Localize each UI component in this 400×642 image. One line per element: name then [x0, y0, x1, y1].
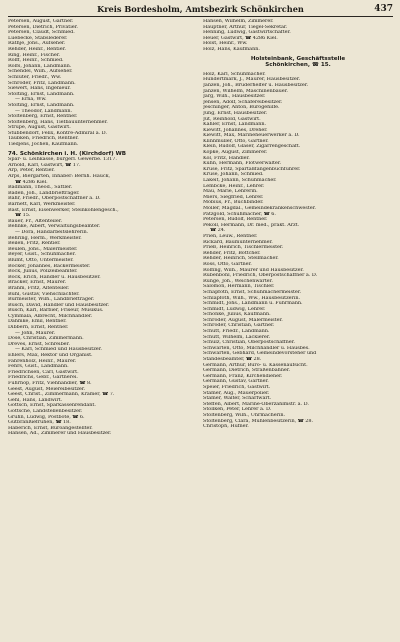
directory-entry: Rehder, Heinr., Rentier. — [8, 46, 66, 52]
directory-entry: — Karl, Schmied und Hausbesitzer. — [15, 347, 102, 353]
directory-entry: Kiewitt, Johannes, Dreher. — [203, 127, 268, 133]
directory-entry: Runge, Joh., Weichenwärter. — [203, 278, 273, 284]
directory-entry: Luebecke, Stabslederer. — [8, 35, 68, 41]
directory-entry: Barnett, Karl, Werkmeister. — [8, 202, 76, 207]
directory-entry: Kuhn, Hermann, Flotwerwalter. — [203, 161, 282, 167]
directory-entry: Rickard, Baumunternehmer. — [203, 239, 273, 245]
directory-entry: Behnke, Albert, Verwaltungsbeamter. — [8, 224, 101, 230]
directory-entry: Salomon, Hermann, Tischler. — [203, 284, 275, 290]
directory-entry: Beyer, Gust., Schuhmacher. — [8, 252, 76, 258]
directory-entry: Badmann, Theod., Sattler. — [8, 185, 73, 191]
directory-entry: Hundertmark, J., Maurer, Hausbesitzer. — [203, 77, 301, 83]
directory-entry: Rolff, Heinr., Schmied. — [8, 58, 64, 64]
directory-entry: Lembcke, Heinr., Lehrer. — [203, 183, 265, 189]
directory-entry: ☎ 4286 Kiel. — [15, 179, 48, 185]
directory-entry: Schmidt, Johs., Landmann u. Fuhrmann. — [203, 301, 303, 307]
directory-entry: Fehrs, Gust., Landmann. — [8, 364, 69, 370]
directory-entry: Stamer, Aug., Mauerpolier. — [203, 390, 270, 396]
directory-entry: Rehder, Heinrich, Stellmacher. — [203, 256, 279, 262]
left-column — [8, 19, 198, 437]
directory-entry: Prien, Leuw., Rentner. — [203, 233, 258, 239]
directory-entry: Schönke, Julius, Kaufmann. — [203, 312, 271, 318]
directory-entry: Schmidt, Ludwig, Lehrer. — [203, 306, 266, 312]
directory-entry: Holst, Heinr., Ww. — [203, 41, 248, 47]
directory-entry: Pekoll, Hermann, Dr. med., prakt. Arzt. — [203, 222, 300, 228]
directory-entry: Strupe, August, Gastwirt. — [8, 125, 71, 131]
directory-entry: Germann, Franz, Kirchendiener. — [203, 373, 283, 379]
directory-entry: Bähr, Friedr., Oberpostschaffner a. D. — [8, 196, 101, 202]
directory-entry: Stöllken, Peter, Lehrer a. D. — [203, 407, 272, 413]
directory-entry: Petersen, August, Gärtner. — [8, 19, 74, 24]
directory-entry: Bracker, Ernst, Maurer. — [8, 280, 67, 286]
directory-entry: Beilen, Fritz, Rentier. — [8, 241, 61, 247]
directory-entry: Göttsche, Landstellenbesitzer. — [8, 408, 83, 414]
directory-entry: Hansen, Ad., Zimmerer und Hausbesitzer. — [8, 431, 112, 437]
directory-entry: Fuhrhop, Fritz, Viehhändler, ☎ 8. — [8, 381, 92, 386]
directory-entry: Jarg, Wilh., Hausbesitzer. — [203, 94, 266, 100]
directory-entry: Möller, Magdal., Gemeindekrankenschwester. — [203, 206, 316, 211]
directory-entry: Schlapfoth, Wilh., Ww., Hausbesitzerin. — [203, 295, 300, 301]
directory-entry: Petersen, Claudt, Schmied. — [8, 30, 75, 36]
right-section-subheading: Schönkirchen, ☎ 15. — [265, 62, 331, 69]
directory-entry: Jung, Ernst, Hausbesitzer. — [203, 110, 268, 116]
directory-entry: Bühl, Gustav, Viehschlächter. — [8, 291, 80, 297]
right-column — [203, 19, 393, 437]
directory-entry: Burmeister, Wilh., Landbriefträger. — [8, 297, 95, 303]
directory-entry: Schütt, Wilhelm, Lackierer. — [203, 334, 271, 340]
directory-entry: Stamer, Walter, Scharfwart. — [203, 396, 272, 402]
right-section-heading: Holsteinbank, Geschäftsstelle — [250, 55, 346, 62]
directory-entry: Kol, Fritz, Händler. — [203, 155, 250, 161]
directory-entry: Schapfoth, Ernst, Schuhmachermeister. — [203, 289, 302, 295]
directory-entry: Spar- u. Leihkasse, bürgerl. Gewerbe. 1317. — [8, 157, 117, 163]
directory-entry: Mau, Marie, Lehrerin. — [203, 189, 258, 195]
directory-entry: Geest, Christ., Zimmermann, Krämer, ☎ 7. — [8, 392, 115, 398]
directory-entry: Taubken, Friedrich, Rentner. — [8, 136, 79, 142]
left-entries-b — [8, 157, 198, 437]
directory-entry: Speier, Friedrich, Gastwirt. — [203, 385, 271, 390]
directory-entry: — John, Maurer. — [15, 330, 56, 336]
directory-entry: — Erna, Ww. — [15, 97, 47, 103]
directory-entry: Klinnmüller, Otto, Gärtner. — [203, 138, 269, 144]
directory-entry: Petersen, Rudolf, Rentner. — [203, 217, 268, 223]
directory-entry: Bauer, Fr., Altenteiler. — [8, 218, 62, 224]
directory-entry: Tiedjens, Jochen, Kaufmann. — [8, 142, 79, 148]
directory-entry: Busch, David, Händler und Hausbesitzer. — [8, 302, 110, 308]
directory-entry: Böcker, Johannes, Bäckermeister. — [8, 263, 91, 269]
left-entries-a — [8, 19, 198, 148]
directory-entry: Blumt, Otto, Untermeister. — [8, 257, 74, 263]
directory-entry: Schröder, August, Malermeister. — [203, 317, 283, 323]
directory-entry: Schendel, Wilh., Aufseher. — [8, 69, 73, 75]
directory-entry: Germann, Gustav, Gärtner. — [203, 379, 269, 385]
directory-entry: Rolfing, Wilh., Maurer und Hausbesitzer. — [203, 267, 304, 273]
directory-entry: Kähler, Ernst, Landmann. — [203, 122, 266, 128]
directory-entry: Dreves, Ernst, Schreiber. — [8, 341, 70, 347]
directory-entry: Siewert, Hans, Ingenieur. — [8, 86, 71, 92]
directory-entry: ☎ 15. — [15, 213, 31, 219]
directory-entry: Holz, Hans, Kaufmann. — [203, 46, 260, 52]
directory-entry: Schütt, Friedr., Landmann. — [203, 329, 270, 335]
directory-entry: Jeschinger, Anton, Bürogehilfe. — [203, 105, 280, 111]
directory-entry: Stölting, Ernst, Landmann. — [8, 91, 75, 97]
page-header — [8, 4, 393, 17]
directory-entry: Haberich, Ernst, Büroangestellter. — [8, 425, 93, 431]
directory-entry: Brahm, Fritz, Altenteiler. — [8, 285, 70, 291]
directory-entry: Beulen, Johs., Malermeister. — [8, 246, 78, 252]
directory-entry: Schwarten, Gebhard, Gemeindevorsteher und — [203, 351, 317, 357]
directory-entry: Behring, Herm., Werkmeister. — [8, 235, 82, 241]
directory-entry: — Dora, Handarbeitslehrerin. — [15, 229, 89, 235]
directory-entry: Prieß, Heinrich, Tischlermeister. — [203, 245, 284, 251]
directory-entry: Dibbern, Ernst, Rentner. — [8, 325, 69, 331]
directory-entry: Stoltenberg, Ernst, Rentner. — [8, 114, 78, 120]
directory-entry: Patzgold, Schuhmacher, ☎ 6. — [203, 211, 276, 217]
directory-entry: Möbius, Fr., Buchbinder. — [203, 200, 264, 206]
directory-entry: Miers, Siegfried, Lehrer. — [203, 194, 264, 200]
directory-entry: Gehl, Hans, Landwirt. — [8, 397, 63, 403]
directory-entry: Dahmke, Emil, Rentner. — [8, 319, 67, 325]
directory-entry: Henning, Ludwig, Gastwirtschafter. — [203, 30, 291, 36]
directory-entry: Janzen, Wilhelm, Maschinenbauer. — [203, 88, 288, 94]
directory-entry: Stubbendorf, Felix, Kontre-Admiral a. D. — [8, 130, 107, 136]
directory-entry: Bock, Julius, Polizeibeamter. — [8, 269, 78, 275]
directory-entry: Kruse, Fritz, Spartaßfangenbuchführer. — [203, 166, 301, 172]
directory-entry: Schröder, Christian, Gärtner. — [203, 323, 275, 329]
directory-entry: Hauptner, Arthur, Tiegel-Sekretär. — [203, 24, 288, 30]
directory-entry: Klein, Rudolf, Glaser, Zigarrengeschäft. — [203, 144, 301, 150]
directory-entry: Germann, Dietrich, Straßenbahner. — [203, 368, 291, 374]
directory-entry: Gutbranßiefruhen, ☎ 18. — [8, 420, 71, 426]
directory-entry: Janzen, Joh., Brüderhelfer u. Hausbesitzer. — [203, 82, 308, 88]
directory-entry: Petersen, Dietrich, Privatier. — [8, 24, 78, 30]
directory-entry: Standesbeamter, ☎ 28. — [203, 357, 262, 363]
directory-entry: — Theodor, Landmann. — [15, 108, 73, 114]
directory-entry: Steffen, Albert, Marine-Oberzahlmstr. a. D. — [203, 401, 309, 407]
directory-entry: Geest, August, Meiereibesitzer. — [8, 386, 86, 392]
directory-entry: Cymmala, Albrecht, Milchhändler. — [8, 313, 93, 319]
left-section-heading: 74. Schönkirchen i. H. (Kirchdorf) WB — [8, 150, 127, 157]
directory-entry: Rathje, Johs., Aufseher. — [8, 41, 66, 47]
directory-entry: Holz, Karl, Schuhmacher. — [203, 71, 266, 77]
directory-entry: Ring, Heinr., Fischer. — [8, 52, 60, 58]
directory-entry: Rehder, Fritz, Böttcher. — [203, 250, 261, 256]
directory-entry: Stoltenberg, Hans, Tiefbauunternehmer. — [8, 119, 108, 125]
directory-entry: Gruhn, Ludwig, Postbote, ☎ 6. — [8, 414, 85, 420]
directory-entry: Jensen, Adolf, Schäfereibesitzer. — [203, 99, 283, 105]
directory-entry: Friedrichs, Gebr., Gärtnerei. — [8, 375, 78, 381]
page-title: Kreis Bordesholm, Amtsbezirk Schönkirchen — [97, 4, 304, 14]
directory-entry: Christoph, Hufner. — [203, 424, 249, 430]
directory-entry: Kruse, Johann, Schmied. — [203, 172, 264, 178]
directory-entry: Arps, Biergarten, Inhaber: Bernh. Hauck, — [8, 174, 111, 180]
directory-entry: Arnold, Karl, Gastwirt, ☎ 17. — [8, 162, 81, 168]
directory-entry: Köpke, August, Zimmerer. — [203, 150, 268, 156]
directory-entry: Rubenbohl, Friedrich, Oberpostschaffner a. D. — [203, 273, 318, 279]
directory-entry: Kiewitt, Max, Marineheuerwerker a. D. — [203, 133, 300, 139]
directory-entry: Göttsch, Ernst, Sparkassenrendant. — [8, 403, 96, 409]
directory-entry: Baden, Joh., Landbriefträger. — [8, 190, 80, 196]
directory-entry: Bast, Ernst, Eisenwerker, Steinkohlengesch., — [8, 207, 119, 213]
directory-entry: Jüt, Reinhold, Gastwirt. — [203, 116, 261, 122]
directory-entry: Bock, Erich, Händler u. Hausbesitzer. — [8, 274, 101, 280]
directory-entry: Lakeit, Johann, Schuhmacher. — [203, 178, 277, 184]
directory-entry: Busch, Karl, Barbier, Friseur, Musikus. — [8, 308, 104, 314]
directory-entry: Arp, Peter, Rentier. — [8, 168, 55, 174]
directory-entry: Dose, Christian, Zimmermann. — [8, 336, 84, 342]
directory-entry: Ross, Otto, Gärtner. — [203, 261, 252, 267]
directory-entry: Heuer, Gastwirt, ☎ 4286 Kiel. — [203, 35, 278, 41]
directory-entry: Germann, Arthur, Büro- u. Kassenaufsicht. — [203, 362, 308, 368]
directory-entry: Friedrichsen, Carl, Gastwirt. — [8, 369, 79, 375]
right-entries-a — [203, 19, 393, 53]
page-number: 437 — [374, 4, 393, 14]
right-entries-b — [203, 72, 393, 430]
directory-entry: Schröder, Fritz, Landmann. — [8, 80, 76, 86]
directory-entry: ☎ 24. — [210, 228, 226, 234]
directory-entry: Hansen, Wilhelm, Zimmerer. — [203, 19, 274, 24]
directory-entry: Rolfs, Johann, Landmann. — [8, 63, 72, 69]
directory-entry: Stölting, Ernst, Landmann. — [8, 102, 75, 108]
directory-entry: Schulz, Christian, Oberpostschaffner. — [203, 340, 295, 346]
directory-entry: Fahrenholz, Heinr., Maurer. — [8, 358, 77, 364]
directory-entry: Schlüter, Friedr., Ww. — [8, 74, 62, 80]
directory-entry: Stoltenberg, Wilh., Uhrmacherin. — [203, 412, 286, 418]
directory-entry: Schwarten, Otto, Milchhändler u. Hausbes. — [203, 345, 310, 351]
directory-entry: Stoltenberg, Clara, Mühlenbesitzerin, ☎ 28. — [203, 418, 313, 424]
columns — [8, 19, 393, 437]
directory-entry: Ehlers, Max, Rektor und Organist. — [8, 353, 93, 359]
